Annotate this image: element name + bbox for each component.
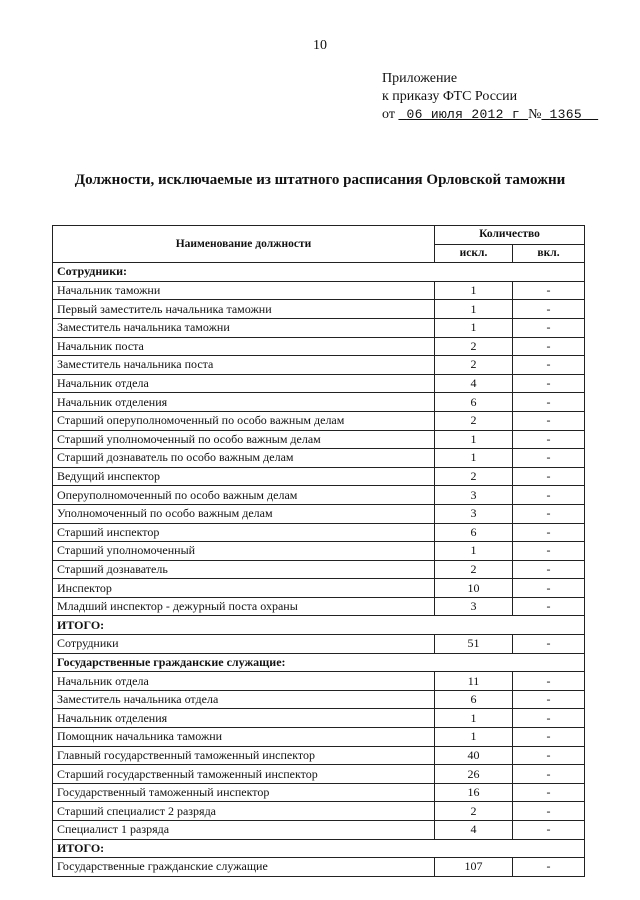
header-quantity: Количество: [435, 226, 585, 245]
included-count: -: [513, 281, 585, 300]
excluded-count: 3: [435, 597, 513, 616]
table-row: [53, 821, 585, 840]
position-name: Государственный таможенный инспектор: [53, 783, 435, 802]
position-name: Начальник отделения: [53, 393, 435, 412]
position-name: Старший оперуполномоченный по особо важным делам: [53, 411, 435, 430]
section-label: ИТОГО:: [53, 616, 585, 635]
table-row: [53, 467, 585, 486]
table-row: [53, 672, 585, 691]
included-count: -: [513, 337, 585, 356]
section-row: [53, 616, 585, 635]
included-count: -: [513, 356, 585, 375]
position-name: Старший уполномоченный по особо важным делам: [53, 430, 435, 449]
position-name: Старший дознаватель по особо важным делам: [53, 449, 435, 468]
excluded-count: 4: [435, 374, 513, 393]
table-row: [53, 709, 585, 728]
excluded-count: 1: [435, 300, 513, 319]
section-label: ИТОГО:: [53, 839, 585, 858]
section-label: Государственные гражданские служащие:: [53, 653, 585, 672]
excluded-count: 1: [435, 430, 513, 449]
excluded-count: 1: [435, 281, 513, 300]
position-name: Инспектор: [53, 579, 435, 598]
excluded-count: 6: [435, 690, 513, 709]
excluded-count: 4: [435, 821, 513, 840]
table-row: [53, 765, 585, 784]
included-count: -: [513, 504, 585, 523]
position-name: Специалист 1 разряда: [53, 821, 435, 840]
order-date: 06 июля 2012 г: [406, 107, 520, 122]
number-sign: №: [528, 107, 542, 122]
appendix-line2: к приказу ФТС России: [382, 89, 518, 104]
page-number: 10: [313, 38, 327, 53]
included-count: -: [513, 411, 585, 430]
appendix-date-line: [382, 106, 598, 124]
excluded-count: 3: [435, 486, 513, 505]
included-count: -: [513, 318, 585, 337]
included-count: -: [513, 486, 585, 505]
date-prefix: от: [382, 107, 395, 122]
excluded-count: 2: [435, 411, 513, 430]
excluded-count: 1: [435, 449, 513, 468]
table-row: [53, 523, 585, 542]
position-name: Главный государственный таможенный инспектор: [53, 746, 435, 765]
position-name: Старший дознаватель: [53, 560, 435, 579]
table-row: [53, 560, 585, 579]
excluded-count: 2: [435, 802, 513, 821]
order-number: 1365: [549, 107, 582, 122]
appendix-block: [382, 70, 598, 124]
position-name: Начальник отдела: [53, 374, 435, 393]
header-included: вкл.: [513, 244, 585, 263]
included-count: -: [513, 635, 585, 654]
position-name: Государственные гражданские служащие: [53, 858, 435, 877]
positions-table: [52, 225, 585, 877]
position-name: Заместитель начальника отдела: [53, 690, 435, 709]
included-count: -: [513, 393, 585, 412]
excluded-count: 1: [435, 709, 513, 728]
table-row: [53, 393, 585, 412]
position-name: Старший уполномоченный: [53, 542, 435, 561]
table-row: [53, 318, 585, 337]
section-row: [53, 839, 585, 858]
included-count: -: [513, 821, 585, 840]
table-row: [53, 783, 585, 802]
included-count: -: [513, 449, 585, 468]
section-label: Сотрудники:: [53, 263, 585, 282]
table-row: [53, 746, 585, 765]
position-name: Начальник поста: [53, 337, 435, 356]
excluded-count: 2: [435, 560, 513, 579]
table-row: [53, 802, 585, 821]
table-row: [53, 449, 585, 468]
included-count: -: [513, 300, 585, 319]
table-row: [53, 337, 585, 356]
included-count: -: [513, 746, 585, 765]
included-count: -: [513, 523, 585, 542]
position-name: Помощник начальника таможни: [53, 728, 435, 747]
document-title: Должности, исключаемые из штатного расписания Орловской таможни: [74, 172, 566, 188]
included-count: -: [513, 597, 585, 616]
excluded-count: 11: [435, 672, 513, 691]
included-count: -: [513, 672, 585, 691]
table-row: [53, 728, 585, 747]
excluded-count: 1: [435, 728, 513, 747]
position-name: Заместитель начальника поста: [53, 356, 435, 375]
table-row: [53, 597, 585, 616]
included-count: -: [513, 802, 585, 821]
excluded-count: 6: [435, 393, 513, 412]
excluded-count: 2: [435, 337, 513, 356]
included-count: -: [513, 690, 585, 709]
table-body: [53, 263, 585, 877]
table-row: [53, 281, 585, 300]
section-row: [53, 653, 585, 672]
position-name: Начальник отдела: [53, 672, 435, 691]
excluded-count: 40: [435, 746, 513, 765]
table-row: [53, 504, 585, 523]
excluded-count: 107: [435, 858, 513, 877]
included-count: -: [513, 374, 585, 393]
position-name: Оперуполномоченный по особо важным делам: [53, 486, 435, 505]
position-name: Уполномоченный по особо важным делам: [53, 504, 435, 523]
excluded-count: 2: [435, 467, 513, 486]
included-count: -: [513, 765, 585, 784]
appendix-line1: Приложение: [382, 71, 458, 86]
included-count: -: [513, 542, 585, 561]
section-row: [53, 263, 585, 282]
position-name: Начальник таможни: [53, 281, 435, 300]
table-row: [53, 411, 585, 430]
table-row: [53, 858, 585, 877]
included-count: -: [513, 858, 585, 877]
table-row: [53, 579, 585, 598]
position-name: Заместитель начальника таможни: [53, 318, 435, 337]
included-count: -: [513, 728, 585, 747]
included-count: -: [513, 467, 585, 486]
table-row: [53, 430, 585, 449]
included-count: -: [513, 579, 585, 598]
excluded-count: 10: [435, 579, 513, 598]
header-position-name: Наименование должности: [53, 226, 435, 263]
excluded-count: 1: [435, 318, 513, 337]
table-row: [53, 486, 585, 505]
table-row: [53, 690, 585, 709]
table-row: [53, 356, 585, 375]
included-count: -: [513, 783, 585, 802]
excluded-count: 3: [435, 504, 513, 523]
excluded-count: 2: [435, 356, 513, 375]
position-name: Начальник отделения: [53, 709, 435, 728]
included-count: -: [513, 430, 585, 449]
table-row: [53, 374, 585, 393]
excluded-count: 26: [435, 765, 513, 784]
position-name: Первый заместитель начальника таможни: [53, 300, 435, 319]
table-row: [53, 542, 585, 561]
table-row: [53, 300, 585, 319]
excluded-count: 1: [435, 542, 513, 561]
excluded-count: 51: [435, 635, 513, 654]
header-excluded: искл.: [435, 244, 513, 263]
included-count: -: [513, 560, 585, 579]
table-row: [53, 635, 585, 654]
excluded-count: 16: [435, 783, 513, 802]
position-name: Старший инспектор: [53, 523, 435, 542]
position-name: Старший государственный таможенный инспектор: [53, 765, 435, 784]
position-name: Сотрудники: [53, 635, 435, 654]
excluded-count: 6: [435, 523, 513, 542]
included-count: -: [513, 709, 585, 728]
position-name: Младший инспектор - дежурный поста охраны: [53, 597, 435, 616]
position-name: Старший специалист 2 разряда: [53, 802, 435, 821]
position-name: Ведущий инспектор: [53, 467, 435, 486]
